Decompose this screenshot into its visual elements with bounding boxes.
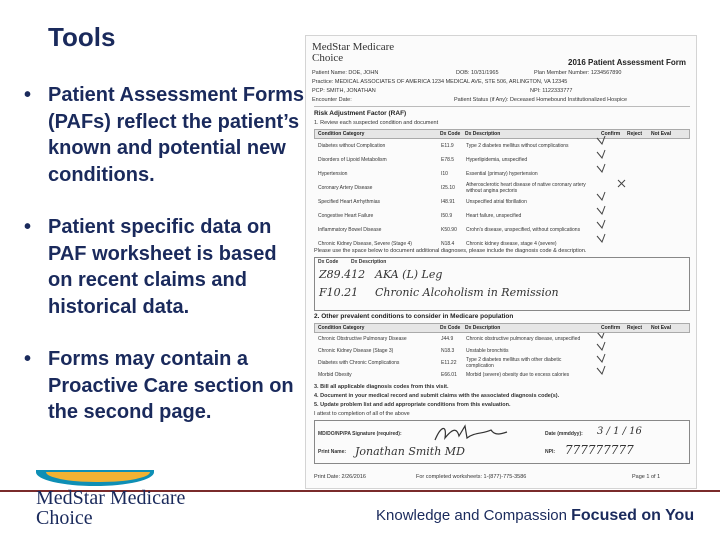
table-cell: Hypertension xyxy=(318,171,348,177)
col-header: Dx Code xyxy=(318,259,339,265)
table-cell: I50.9 xyxy=(441,213,453,219)
form-write-in-instruction: Please use the space below to document additional diagnoses, please include the diagnosis code & description. xyxy=(314,248,587,254)
table-cell: Specified Heart Arrhythmias xyxy=(318,199,380,205)
table-cell: Coronary Artery Disease xyxy=(318,185,373,191)
table-cell: E11.22 xyxy=(441,360,457,366)
date-value: 3 / 1 / 16 xyxy=(597,426,642,437)
col-header: Confirm xyxy=(601,325,621,331)
table-cell: Heart failure, unspecified xyxy=(466,213,522,219)
checkmark-icon xyxy=(597,220,605,228)
form-plan-member: Plan Member Number: 1234567890 xyxy=(534,70,622,76)
table-cell: Chronic Obstructive Pulmonary Disease xyxy=(318,336,407,342)
form-logo-line2: Choice xyxy=(312,52,344,64)
table-cell: Hyperlipidemia, unspecified xyxy=(466,157,528,163)
bullet-item xyxy=(20,214,305,320)
col-header: Condition Category xyxy=(318,131,365,137)
col-header: Condition Category xyxy=(318,325,365,331)
col-header: Dx Description xyxy=(465,131,501,137)
table-cell: K50.90 xyxy=(441,227,457,233)
logo-line1: MedStar Medicare xyxy=(36,487,186,509)
bullet-symbol: • xyxy=(24,348,32,370)
checkmark-icon xyxy=(597,342,605,350)
col-header: Not Eval xyxy=(651,325,672,331)
checkmark-icon xyxy=(597,136,605,144)
table-cell: Chronic Kidney Disease (Stage 3) xyxy=(318,348,394,354)
bullet-symbol: • xyxy=(24,84,32,106)
form-title: 2016 Patient Assessment Form xyxy=(568,58,686,67)
handwritten-code: Z89.412 xyxy=(319,268,366,281)
form-practice: Practice: MEDICAL ASSOCIATES OF AMERICA 1234 MEDICAL AVE, STE 506, ARLINGTON, VA 12345 xyxy=(312,79,568,85)
col-header: Reject xyxy=(627,131,643,137)
form-npi: NPI: 1122333777 xyxy=(530,88,573,94)
print-name-value: Jonathan Smith MD xyxy=(355,445,465,458)
form-encounter-date: Encounter Date: xyxy=(312,97,352,103)
table-cell: Diabetes with Chronic Complications xyxy=(318,360,400,366)
form-print-date: Print Date: 2/26/2016 xyxy=(314,474,366,480)
table-cell: I10 xyxy=(441,171,448,177)
handwritten-description: Chronic Alcoholism in Remission xyxy=(375,286,559,299)
bullet-list xyxy=(20,82,305,452)
print-name-label: Print Name: xyxy=(318,449,347,455)
table-cell: Essential (primary) hypertension xyxy=(466,171,538,177)
form-write-in-box xyxy=(314,257,690,311)
form-attest: I attest to completion of all of the above xyxy=(314,411,410,417)
logo-line2: Choice xyxy=(36,507,93,529)
bullet-text: Forms may contain a Proactive Care section on the second page. xyxy=(48,348,294,423)
form-dob: DOB: 10/31/1965 xyxy=(456,70,499,76)
table-cell: I25.10 xyxy=(441,185,455,191)
form-fax-line: For completed worksheets: 1-(877)-775-3586 xyxy=(416,474,527,480)
tagline-bold: Focused on You xyxy=(571,507,695,524)
table-cell: J44.9 xyxy=(441,336,454,342)
table-cell: Chronic kidney disease, stage 4 (severe) xyxy=(466,241,557,247)
table-cell: N18.3 xyxy=(441,348,455,354)
form-section1-title: Risk Adjustment Factor (RAF) xyxy=(314,110,407,117)
patient-assessment-form-image xyxy=(305,35,697,489)
col-header: Reject xyxy=(627,325,643,331)
logo-wordmark xyxy=(36,488,185,528)
form-step: 4. Document in your medical record and submit claims with the associated diagnosis code(s). xyxy=(314,393,560,399)
table-cell: Chronic Kidney Disease, Severe (Stage 4) xyxy=(318,241,412,247)
col-header: Dx Code xyxy=(440,325,461,331)
table-cell: Inflammatory Bowel Disease xyxy=(318,227,382,233)
checkmark-icon xyxy=(597,234,605,242)
bullet-text: Patient specific data on PAF worksheet is based on recent claims and historical data. xyxy=(48,216,277,318)
table-cell: Unspecified atrial fibrillation xyxy=(466,199,527,205)
table-cell: Disorders of Lipoid Metabolism xyxy=(318,157,387,163)
handwritten-code: F10.21 xyxy=(319,286,359,299)
table-cell: Diabetes without Complication xyxy=(318,143,386,149)
col-header: Dx Code xyxy=(440,131,461,137)
table-cell: Crohn's disease, unspecified, without complications xyxy=(466,227,581,233)
checkmark-icon xyxy=(597,192,605,200)
checkmark-icon xyxy=(597,366,605,374)
handwritten-description: AKA (L) Leg xyxy=(375,268,443,281)
form-step: 5. Update problem list and add appropriate conditions from this evaluation. xyxy=(314,402,511,408)
signature-mark xyxy=(431,422,511,444)
form-signature-box xyxy=(314,420,690,464)
form-page-number: Page 1 of 1 xyxy=(632,474,661,480)
table-cell: Morbid Obesity xyxy=(318,372,352,378)
col-header: Not Eval xyxy=(651,131,672,137)
col-header: Dx Description xyxy=(465,325,501,331)
form-patient-status: Patient Status (if Any): Deceased Homebound Institutionalized Hospice xyxy=(454,97,628,103)
checkmark-icon xyxy=(597,150,605,158)
tagline-normal: Knowledge and Compassion xyxy=(376,507,572,524)
page-title: Tools xyxy=(48,22,116,52)
table-cell: E66.01 xyxy=(441,372,457,378)
cross-mark-icon xyxy=(618,180,625,187)
form-step: 3. Bill all applicable diagnosis codes from this visit. xyxy=(314,384,449,390)
table-cell: I48.91 xyxy=(441,199,455,205)
form-logo-line1: MedStar Medicare xyxy=(312,41,395,53)
table-cell: Atherosclerotic heart disease of native coronary artery without angina pectoris xyxy=(466,182,586,194)
table-cell: Type 2 diabetes mellitus without complications xyxy=(466,143,569,149)
date-label: Date (mmddyy): xyxy=(545,431,583,437)
npi-label: NPI: xyxy=(545,449,555,455)
bullet-item xyxy=(20,346,305,426)
tagline xyxy=(376,507,694,525)
table-cell: Morbid (severe) obesity due to excess calories xyxy=(466,372,570,378)
checkmark-icon xyxy=(597,206,605,214)
table-cell: Type 2 diabetes mellitus with other diabetic complication xyxy=(466,357,562,369)
table-cell: Chronic obstructive pulmonary disease, unspecified xyxy=(466,336,581,342)
form-section2-title: 2. Other prevalent conditions to consider in Medicare population xyxy=(314,313,514,320)
form-patient-name: Patient Name: DOE, JOHN xyxy=(312,70,379,76)
table-cell: E11.9 xyxy=(441,143,454,149)
checkmark-icon xyxy=(597,164,605,172)
table-cell: E78.5 xyxy=(441,157,455,163)
form-pcp: PCP: SMITH, JONATHAN xyxy=(312,88,376,94)
bullet-text: Patient Assessment Forms (PAFs) reflect the patient’s known and potential new conditions. xyxy=(48,84,305,186)
table-cell: Congestive Heart Failure xyxy=(318,213,374,219)
bullet-symbol: • xyxy=(24,216,32,238)
col-header: Confirm xyxy=(601,131,621,137)
signature-label: MD/DO/NP/PA Signature (required): xyxy=(318,431,402,437)
checkmark-icon xyxy=(597,354,605,362)
form-section1-sub: 1. Review each suspected condition and document xyxy=(314,120,439,126)
table-cell: Unstable bronchitis xyxy=(466,348,509,354)
table-cell: N18.4 xyxy=(441,241,455,247)
npi-value: 777777777 xyxy=(565,443,634,457)
bullet-item xyxy=(20,82,305,188)
form-table2-header xyxy=(314,323,690,333)
col-header: Dx Description xyxy=(351,259,387,265)
